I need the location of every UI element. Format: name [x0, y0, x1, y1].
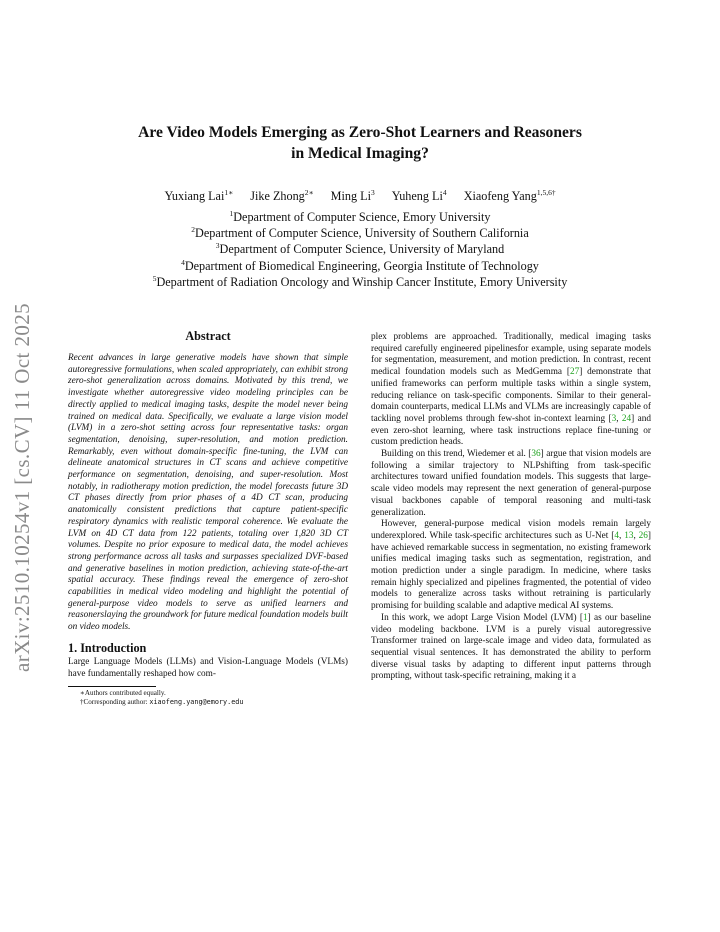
affiliation [60, 209, 660, 225]
paragraph-text: ] argue that vision models are following a similar trajectory to NLPshifting from task-specific architectures toward unified foundation models. This suggests that large-scale video models may represent the next generation of general-purpose visual backbones capable of temporal reasoning and multi-task generalization. [371, 449, 651, 518]
citation-separator: , [616, 413, 622, 424]
paragraph-text: ] demonstrate that unified frameworks can perform multiple tasks within a single system, reducing reliance on task-specific components. Similar to their general-domain counterparts, medical LLMs and VLMs are increasingly capable of tackling novel problems through few-shot in-context learning [ [371, 367, 651, 424]
paragraph-text: In this work, we adopt Large Vision Model (LVM) [ [381, 612, 583, 623]
footnote-equal-contribution: ∗Authors contributed equally. [80, 689, 166, 698]
affiliation-list [60, 209, 660, 290]
affiliation [60, 274, 660, 290]
citation-separator: , [633, 530, 639, 541]
author-affiliation-marker: 1∗ [224, 187, 234, 197]
author-affiliation-marker: 1,5,6† [536, 187, 556, 197]
paragraph-text: ] as our baseline video modeling backbone. LVM is a purely visual autoregressive Transformer trained on large-scale image and video data, formulated as sequential visual sentences. It has demonstrated the ability to perform diverse visual tasks by adapting to different input patterns through prompting, without task-specific retraining, making it a [371, 612, 651, 682]
right-column [371, 332, 651, 683]
author [250, 189, 313, 203]
paragraph-text: plex problems are approached. Traditionally, medical imaging tasks required carefully engineered pipelinesfor example, using separate models for segmentation, measurement, and motion prediction. In contrast, recent medical foundation models such as MedGemma [ [371, 332, 651, 378]
citation-link[interactable]: 3 [611, 413, 617, 424]
affiliation-number: 2 [191, 225, 196, 235]
intro-paragraph-continued [371, 332, 651, 449]
affiliation-text: Department of Biomedical Engineering, Georgia Institute of Technology [184, 258, 539, 273]
title-line-1: Are Video Models Emerging as Zero-Shot Learners and Reasoners [138, 124, 582, 141]
corresponding-email-link[interactable]: xiaofeng.yang@emory.edu [149, 698, 244, 707]
author-name: Jike Zhong [250, 189, 305, 203]
affiliation-number: 4 [181, 257, 185, 267]
author-name: Yuxiang Lai [164, 189, 225, 203]
citation-link[interactable]: 1 [583, 612, 588, 623]
paper-title [70, 122, 650, 164]
paragraph-text: ] have achieved remarkable success in segmentation, no existing framework unifies medical imaging tasks such as segmentation, registration, and motion prediction under a single paradigm. In medicine, where tasks remain highly specialized and pipelines fragmented, the potential of video models to generalize across tasks without retraining is particularly promising for building scalable and adaptive medical AI systems. [371, 530, 651, 612]
section-heading-introduction: 1. Introduction [68, 640, 147, 655]
author-name: Yuheng Li [391, 189, 443, 203]
abstract-text: Recent advances in large generative models have shown that simple autoregressive formulations, when scaled appropriately, can exhibit strong zero-shot generalization across domains. Motivated by this trend, we investigate whether autoregressive video modeling principles can be directly applied to medical imaging tasks, despite the model never being trained on medical data. Specifically, we evaluate a large vision model (LVM) in a zero-shot setting across four representative tasks: organ segmentation, denoising, super-resolution, and motion prediction. Remarkably, even without domain-specific fine-tuning, the LVM can delineate anatomical structures in CT scans and achieve competitive performance on segmentation, denoising, and super-resolution. Most notably, in radiotherapy motion prediction, the model forecasts future 3D CT phases directly from prior phases of a 4D CT scan, producing anatomically consistent predictions that capture patient-specific respiratory dynamics with realistic temporal coherence. We evaluate the LVM on 4D CT data from 122 patients, totaling over 1,820 3D CT volumes. Despite no prior exposure to medical data, the model achieves strong performance across all tasks and surpasses specialized DVF-based and generative baselines in motion prediction, achieving state-of-the-art spatial accuracy. These findings reveal the emergence of zero-shot capabilities in medical video modeling and highlight the potential of general-purpose video models to serve as unified learners and reasonerslaying the groundwork for future medical foundation models built on video models. [68, 353, 348, 633]
affiliation-number: 3 [215, 241, 220, 251]
paragraph-text: ] and even zero-shot learning, where task instructions replace fine-tuning or custom prediction heads. [371, 413, 652, 448]
introduction-paragraph: Large Language Models (LLMs) and Vision-Language Models (VLMs) have fundamentally reshaped how com- [68, 656, 348, 679]
affiliation-number: 1 [229, 208, 234, 218]
author [164, 189, 233, 203]
author [464, 189, 556, 203]
author-list [60, 188, 660, 204]
affiliation-number: 5 [152, 273, 157, 283]
author-affiliation-marker: 3 [370, 187, 375, 197]
left-column [68, 328, 348, 707]
citation-link[interactable]: 13 [624, 530, 634, 541]
abstract-heading: Abstract [185, 329, 231, 343]
affiliation [60, 225, 660, 241]
affiliation-text: Department of Computer Science, Emory University [233, 210, 491, 224]
title-line-2: in Medical Imaging? [291, 145, 429, 162]
affiliation [60, 258, 660, 274]
citation-link[interactable]: 36 [531, 449, 541, 460]
paragraph-text: Building on this trend, Wiedemer et al. [ [381, 449, 532, 460]
arxiv-identifier-stamp: arXiv:2510.10254v1 [cs.CV] 11 Oct 2025 [10, 302, 34, 672]
footnote-corresponding-label: †Corresponding author: [80, 698, 150, 707]
citation-link[interactable]: 26 [638, 530, 648, 541]
affiliation-text: Department of Radiation Oncology and Winship Cancer Institute, Emory University [156, 274, 568, 289]
intro-paragraph-approach [371, 613, 651, 683]
affiliation-text: Department of Computer Science, University of Southern California [195, 226, 529, 241]
author-affiliation-marker: 2∗ [304, 187, 314, 197]
author-name: Ming Li [330, 189, 371, 203]
author [392, 189, 447, 203]
intro-paragraph-gap [371, 519, 651, 613]
affiliation [60, 241, 660, 257]
citation-link[interactable]: 27 [569, 367, 580, 378]
author-name: Xiaofeng Yang [463, 189, 537, 203]
paragraph-text: However, general-purpose medical vision models remain largely underexplored. While task-specific architectures such as U-Net [ [371, 519, 651, 541]
citation-link[interactable]: 24 [621, 413, 632, 424]
footnote-corresponding-author [68, 698, 348, 707]
author [331, 189, 375, 203]
affiliation-text: Department of Computer Science, University of Maryland [219, 242, 505, 257]
citation-link[interactable]: 4 [614, 530, 619, 541]
author-affiliation-marker: 4 [442, 187, 447, 197]
footnote-divider [68, 686, 156, 687]
intro-paragraph-trend [371, 449, 651, 519]
citation-separator: , [618, 530, 625, 541]
